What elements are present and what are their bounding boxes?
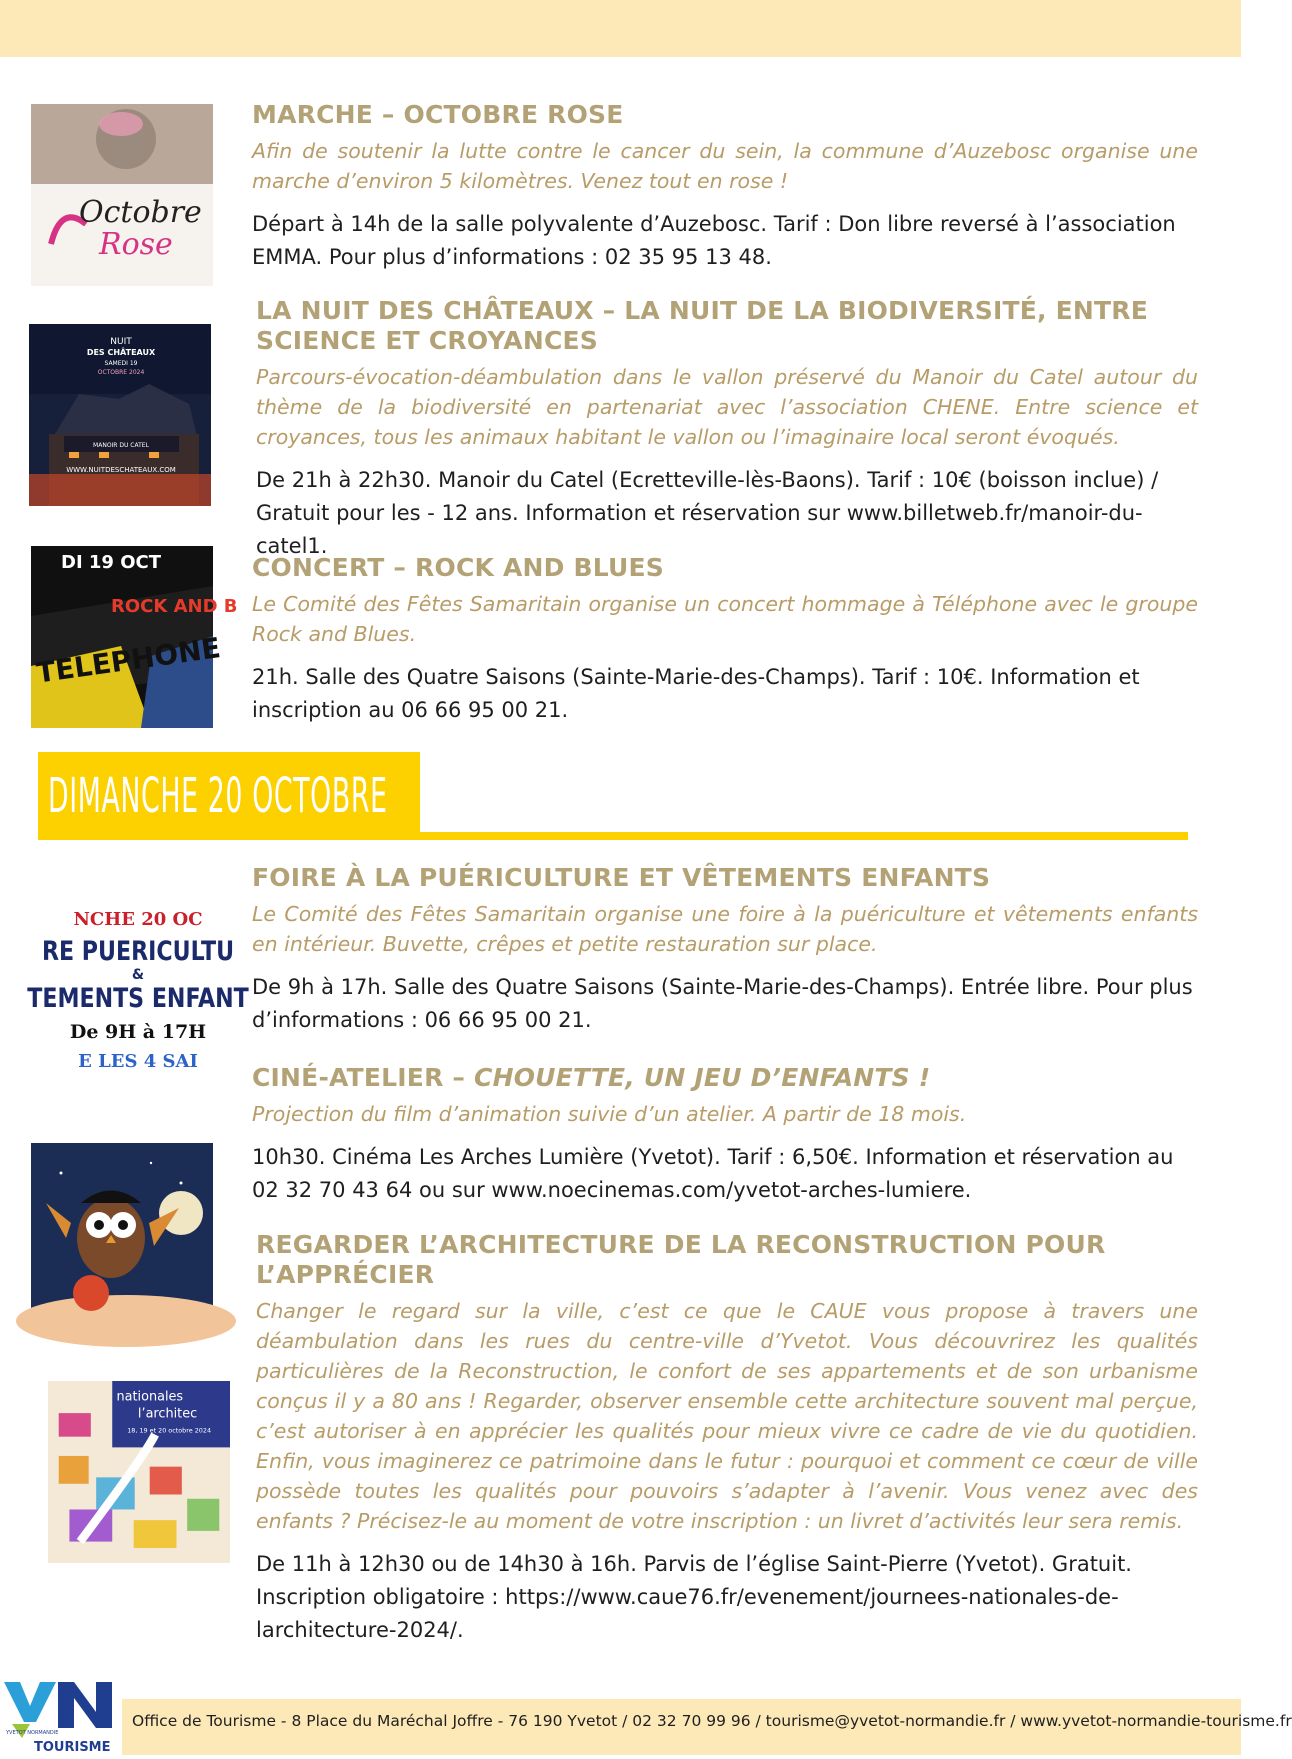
samedi-word: SAMEDI 19 bbox=[104, 360, 138, 367]
date-word: OCTOBRE 2024 bbox=[97, 369, 145, 376]
event-title: MARCHE – OCTOBRE ROSE bbox=[252, 100, 624, 129]
dates-word: 18, 19 et 20 octobre 2024 bbox=[127, 1426, 212, 1435]
rock-word: ROCK AND B bbox=[111, 596, 238, 617]
top-band bbox=[0, 0, 1241, 57]
des-chateaux-word: DES CHÂTEAUX bbox=[86, 348, 156, 357]
date-word: DI 19 OCT bbox=[61, 552, 162, 573]
event-title: REGARDER L’ARCHITECTURE DE LA RECONSTRUCTION POUR L’APPRÉCIER bbox=[256, 1230, 1106, 1289]
event-title: CONCERT – ROCK AND BLUES bbox=[252, 553, 664, 582]
event-title-plain: CINÉ-ATELIER – bbox=[252, 1063, 475, 1092]
telephone-word: TELEPHONE bbox=[34, 631, 223, 690]
yvetot-tourisme-logo bbox=[0, 1676, 122, 1755]
event-info: Départ à 14h de la salle polyvalente d’Auzebosc. Tarif : Don libre reversé à l’association EMMA. Pour plus d’informations : 02 35 95 13 48. bbox=[252, 212, 1176, 269]
architecture-word: l’architec bbox=[137, 1406, 198, 1422]
event-info: De 9h à 17h. Salle des Quatre Saisons (Sainte-Marie-des-Champs). Entrée libre. Pour plus d’informations : 06 66 95 00 21. bbox=[252, 975, 1193, 1032]
event-description: Afin de soutenir la lutte contre le cancer du sein, la commune d’Auzebosc organise une marche d’environ 5 kilomètres. Venez tout en rose ! bbox=[252, 139, 1198, 193]
event-info: 21h. Salle des Quatre Saisons (Sainte-Marie-des-Champs). Tarif : 10€. Information et inscription au 06 66 95 00 21. bbox=[252, 665, 1140, 722]
event-info: De 11h à 12h30 ou de 14h30 à 16h. Parvis de l’église Saint-Pierre (Yvetot). Gratuit. Inscription obligatoire : https://www.caue76.fr/evenement/journees-nationales-de-larchitecture-2024/. bbox=[256, 1552, 1132, 1642]
octobre-rose-image bbox=[31, 104, 213, 286]
event-architecture bbox=[256, 1230, 1198, 1647]
day-heading: DIMANCHE 20 OCTOBRE bbox=[48, 768, 388, 824]
nuit-des-chateaux-illustration bbox=[29, 324, 211, 506]
event-foire-puericulture bbox=[252, 863, 1198, 1037]
nationales-word: nationales bbox=[116, 1389, 184, 1405]
nuit-word: NUIT bbox=[110, 337, 132, 347]
event-description: Projection du film d’animation suivie d’un atelier. A partir de 18 mois. bbox=[252, 1102, 967, 1126]
event-info: 10h30. Cinéma Les Arches Lumière (Yvetot). Tarif : 6,50€. Information et réservation au 02 32 70 43 64 ou sur www.noecinemas.com/yvetot-arches-lumiere. bbox=[252, 1145, 1174, 1202]
octobre-word: Octobre bbox=[79, 195, 202, 230]
salle-word: E LES 4 SAI bbox=[78, 1051, 198, 1072]
event-marche-octobre-rose bbox=[252, 100, 1198, 274]
manoir-word: MANOIR DU CATEL bbox=[93, 442, 149, 449]
architecture-image bbox=[48, 1381, 218, 1551]
ampersand: & bbox=[131, 967, 145, 983]
concert-illustration bbox=[31, 546, 238, 728]
foire-image bbox=[27, 904, 249, 1080]
site-word: WWW.NUITDESCHATEAUX.COM bbox=[66, 466, 176, 474]
event-title bbox=[252, 1063, 1198, 1093]
footer-contact: Office de Tourisme - 8 Place du Maréchal Joffre - 76 190 Yvetot / 02 32 70 99 96 / tourisme@yvetot-normandie.fr / www.yvetot-normandie-tourisme.fr bbox=[132, 1712, 1292, 1730]
event-title: FOIRE À LA PUÉRICULTURE ET VÊTEMENTS ENFANTS bbox=[252, 863, 991, 892]
event-concert bbox=[252, 553, 1198, 727]
rose-word: Rose bbox=[99, 227, 173, 262]
event-description: Le Comité des Fêtes Samaritain organise un concert hommage à Téléphone avec le groupe Rock and Blues. bbox=[252, 592, 1198, 646]
vetements-word: TEMENTS ENFANT bbox=[27, 981, 249, 1014]
event-description: Changer le regard sur la ville, c’est ce que le CAUE vous propose à travers une déambulation dans les rues du centre-ville d’Yvetot. Vous découvrirez les qualités particulières de la Reconstruction, le confort de ses appartements et de son urbanisme conçus il y a 80 ans ! Regarder, observer ensemble cette architecture souvent mal perçue, c’est autoriser à en apprécier les qualités pour mieux vivre ce cadre de vie du quotidien. Enfin, vous imaginerez ce patrimoine dans le futur : pourquoi et comment ce cœur de ville possède toutes les qualités pour pouvoirs s’adapter à l’avenir. Vous venez avec des enfants ? Précisez-le au moment de votre inscription : un livret d’activités leur sera remis. bbox=[256, 1299, 1198, 1533]
nuit-des-chateaux-image bbox=[29, 324, 211, 506]
event-title-film: CHOUETTE, UN JEU D’ENFANTS ! bbox=[474, 1063, 931, 1092]
architecture-illustration bbox=[48, 1381, 230, 1563]
event-description: Le Comité des Fêtes Samaritain organise une foire à la puériculture et vêtements enfants en intérieur. Buvette, crêpes et petite restauration sur place. bbox=[252, 902, 1198, 956]
event-info: De 21h à 22h30. Manoir du Catel (Ecretteville-lès-Baons). Tarif : 10€ (boisson inclue) / Gratuit pour les - 12 ans. Information et réservation sur www.billetweb.fr/manoir-du-catel1. bbox=[256, 468, 1159, 558]
yn-logo-icon bbox=[0, 1676, 122, 1755]
concert-image bbox=[31, 546, 238, 728]
puericulture-word: RE PUERICULTU bbox=[41, 934, 235, 967]
owl-illustration bbox=[31, 1143, 213, 1325]
event-cine-atelier bbox=[252, 1063, 1198, 1207]
day-heading-underline bbox=[38, 832, 1188, 840]
hours-word: De 9H à 17H bbox=[69, 1021, 207, 1043]
octobre-rose-illustration bbox=[31, 104, 213, 286]
foire-illustration bbox=[27, 904, 249, 1080]
event-title: LA NUIT DES CHÂTEAUX – LA NUIT DE LA BIODIVERSITÉ, ENTRE SCIENCE ET CROYANCES bbox=[256, 296, 1149, 355]
logo-small-text: YVETOT NORMANDIE bbox=[6, 1730, 59, 1736]
logo-text: TOURISME bbox=[34, 1740, 111, 1755]
event-nuit-des-chateaux bbox=[256, 296, 1198, 563]
cine-atelier-image bbox=[31, 1143, 213, 1325]
event-description: Parcours-évocation-déambulation dans le vallon préservé du Manoir du Catel autour du thème de la biodiversité en partenariat avec l’association CHENE. Entre science et croyances, tous les animaux habitant le vallon ou l’imaginaire local seront évoqués. bbox=[256, 365, 1198, 449]
date-word: NCHE 20 OC bbox=[73, 909, 203, 930]
